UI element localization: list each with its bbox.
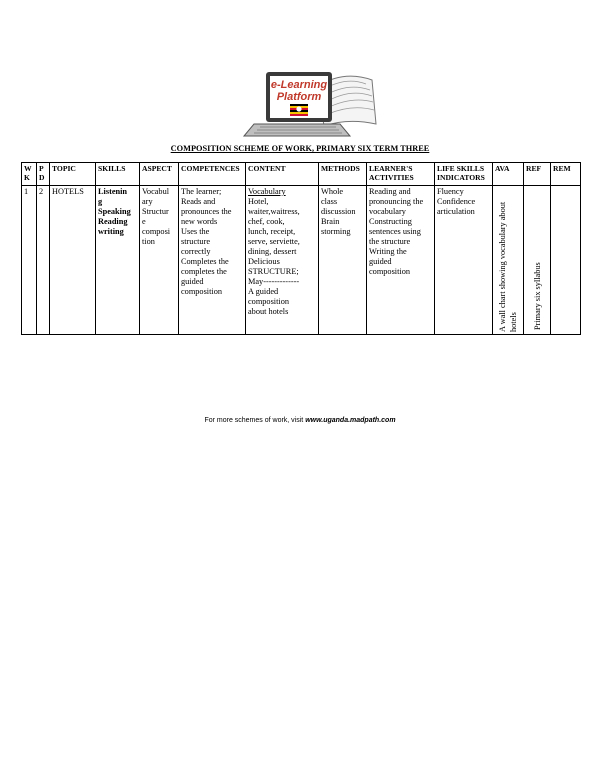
method-line: storming xyxy=(321,227,351,236)
cell-aspect xyxy=(140,186,179,335)
content-line: dining, dessert xyxy=(248,247,297,256)
logo-text-line1: e-Learning xyxy=(270,79,328,91)
content-line: waiter,waitress, xyxy=(248,207,300,216)
skill-line: g xyxy=(98,197,103,206)
header-rem: REM xyxy=(551,163,581,186)
competence-line: correctly xyxy=(181,247,211,256)
competence-line: Reads and xyxy=(181,197,216,206)
method-line: Brain xyxy=(321,217,340,226)
content-line: May------------- xyxy=(248,277,300,286)
cell-ref xyxy=(524,186,551,335)
cell-rem xyxy=(551,186,581,335)
aspect-line: tion xyxy=(142,237,155,246)
elearning-platform-logo xyxy=(226,66,386,144)
footer-note xyxy=(0,417,600,424)
cell-activities xyxy=(367,186,435,335)
skill-line: Listenin xyxy=(98,187,128,196)
content-line: Delicious xyxy=(248,257,280,266)
content-heading: Vocabulary xyxy=(248,187,286,196)
header-content: CONTENT xyxy=(246,163,319,186)
header-pd: P D xyxy=(37,163,50,186)
aspect-line: ary xyxy=(142,197,153,206)
uganda-flag-icon xyxy=(290,104,308,116)
cell-life-skills xyxy=(435,186,493,335)
activity-line: pronouncing the xyxy=(369,197,424,206)
skill-line: writing xyxy=(98,227,124,236)
life-skill-line: articulation xyxy=(437,207,475,216)
competence-line: structure xyxy=(181,237,211,246)
life-skill-line: Confidence xyxy=(437,197,476,206)
content-line: composition xyxy=(248,297,290,306)
cell-topic: HOTELS xyxy=(50,186,96,335)
logo-text-line2: Platform xyxy=(276,91,322,103)
content-line: serve, serviette, xyxy=(248,237,300,246)
header-ava: AVA xyxy=(493,163,524,186)
footer-link[interactable]: www.uganda.madpath.com xyxy=(305,417,396,424)
header-aspect: ASPECT xyxy=(140,163,179,186)
content-line: lunch, receipt, xyxy=(248,227,296,236)
cell-pd: 2 xyxy=(37,186,50,335)
competence-line: new words xyxy=(181,217,218,226)
cell-skills xyxy=(96,186,140,335)
method-line: class xyxy=(321,197,338,206)
competence-line: completes the xyxy=(181,267,227,276)
page-title: COMPOSITION SCHEME OF WORK, PRIMARY SIX TERM THREE xyxy=(170,144,430,153)
activity-line: guided xyxy=(369,257,392,266)
activity-line: Reading and xyxy=(369,187,411,196)
content-line: about hotels xyxy=(248,307,289,316)
method-line: discussion xyxy=(321,207,356,216)
activity-line: composition xyxy=(369,267,411,276)
activity-line: Writing the xyxy=(369,247,407,256)
competence-line: composition xyxy=(181,287,223,296)
competence-line: The learner; xyxy=(181,187,222,196)
aspect-line: e xyxy=(142,217,146,226)
life-skill-line: Fluency xyxy=(437,187,464,196)
cell-content xyxy=(246,186,319,335)
header-topic: TOPIC xyxy=(50,163,96,186)
activity-line: sentences using xyxy=(369,227,421,236)
table-header-row xyxy=(22,163,581,186)
method-line: Whole xyxy=(321,187,344,196)
table-row xyxy=(22,186,581,335)
ref-text: Primary six syllabus xyxy=(533,262,542,330)
footer-text: For more schemes of work, visit xyxy=(204,417,306,424)
cell-ava xyxy=(493,186,524,335)
skill-line: Reading xyxy=(98,217,128,226)
header-methods: METHODS xyxy=(319,163,367,186)
content-line: A guided xyxy=(248,287,279,296)
activity-line: Constructing xyxy=(369,217,412,226)
aspect-line: composi xyxy=(142,227,171,236)
cell-methods xyxy=(319,186,367,335)
header-skills: SKILLS xyxy=(96,163,140,186)
competence-line: pronounces the xyxy=(181,207,232,216)
header-ref: REF xyxy=(524,163,551,186)
cell-competences xyxy=(179,186,246,335)
skill-line: Speaking xyxy=(98,207,131,216)
aspect-line: Vocabul xyxy=(142,187,170,196)
content-line: Hotel, xyxy=(248,197,269,206)
header-life-skills: LIFE SKILLS INDICATORS xyxy=(435,163,493,186)
content-line: chef, cook, xyxy=(248,217,285,226)
competence-line: guided xyxy=(181,277,204,286)
ava-text: A wall chart showing vocabulary about hotels xyxy=(498,201,518,332)
header-wk: W K xyxy=(22,163,37,186)
content-line: STRUCTURE; xyxy=(248,267,299,276)
competence-line: Completes the xyxy=(181,257,229,266)
header-competences: COMPETENCES xyxy=(179,163,246,186)
scheme-of-work-table xyxy=(21,162,581,335)
cell-wk: 1 xyxy=(22,186,37,335)
activity-line: the structure xyxy=(369,237,411,246)
header-activities: LEARNER'S ACTIVITIES xyxy=(367,163,435,186)
aspect-line: Structur xyxy=(142,207,169,216)
competence-line: Uses the xyxy=(181,227,210,236)
activity-line: vocabulary xyxy=(369,207,406,216)
